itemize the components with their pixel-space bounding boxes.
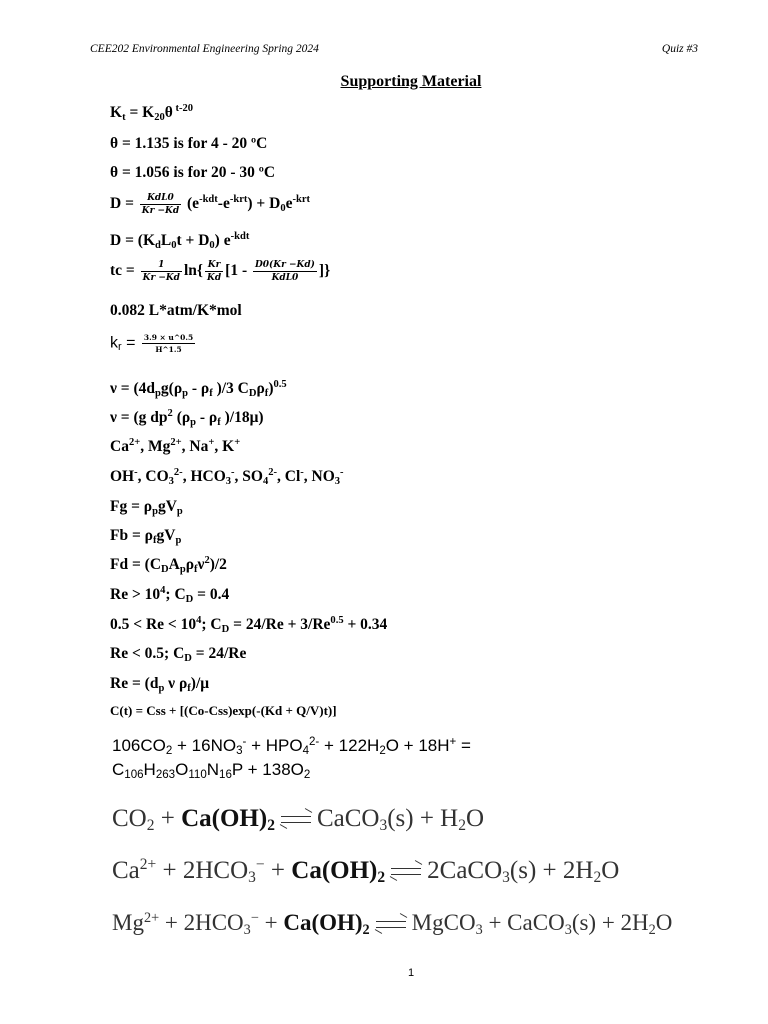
gas-constant: 0.082 L*atm/K*mol: [110, 302, 242, 319]
photosynthesis-line-2: $C_{106}H_{263}O_{110}N_{16}P + 138O_2$: [112, 760, 311, 781]
settling-velocity-stokes: ν = (g $dp^2$ ($\rho_p - \rho_f$ )/18μ): [110, 408, 264, 428]
equilibrium-arrow-icon: [389, 863, 423, 881]
fraction: $\frac{\text{KdL0}}{Kr -Kd}$: [141, 193, 180, 216]
cstr-concentration: C(t) = Css + [(Co-Css)exp(-(Kd + Q/V)t)]: [110, 703, 337, 718]
kt-equation: $K_t = K_{20}\theta$ $^{t-20}$: [110, 103, 194, 123]
softening-reaction-calcium: $Ca^{2+} + 2HCO_3^- + Ca(OH)_2$ 2CaCO$_3$(s) + $2H_2O$: [112, 856, 620, 886]
softening-reaction-co2: $CO_2 + Ca(OH)_2$ CaCO$_3$(s) + $H_2O$: [112, 805, 485, 834]
anions-list: OH-, $CO_3^{2-}$, $HCO_3^-$, $SO_4^{2-}$, Cl-, $NO_3^-$: [110, 467, 344, 487]
drag-coeff-laminar: Re < 0.5; $C_D = 24/Re$: [110, 645, 247, 664]
reynolds-number: $Re = (d_p$ ν $\rho_f)/\mu$: [110, 675, 210, 694]
reaeration-equation: $k_r$ = $\frac{3.9 \times u\^{}0.5}{H\^{}1.5}$: [110, 333, 194, 354]
page-number: 1: [407, 967, 415, 979]
page-title: Supporting Material: [340, 73, 482, 90]
equilibrium-arrow-icon: [279, 811, 313, 829]
buoyancy-force: $Fb = \rho_fgV_p$: [110, 527, 182, 546]
drag-coeff-transition: $0.5 < Re < 10^4$; $C_D = 24/Re + 3/Re^{0.5} + 0.34$: [110, 615, 388, 635]
softening-reaction-magnesium: $Mg^{2+} + 2HCO_3^- + Ca(OH)_2$ MgCO$_3$ + CaCO$_3$(s) + $2H_2O$: [112, 910, 673, 938]
photosynthesis-line-1: $106CO_2 + 16NO_3^- + HPO_4^{2-} + 122H_2O + 18H^+$ =: [112, 735, 471, 757]
critical-time-equation: tc = $\frac{1}{Kr -Kd}$ ln{ $\frac{Kr}{Kd}$ [1 - $\frac{D0(Kr -Kd)}{\text{KdL0}}$ ]}: [110, 260, 331, 283]
header-course: CEE202 Environmental Engineering Spring 2024: [90, 43, 319, 55]
drag-force: $Fd = (C_DA_p\rho_f\nu^2)/2$: [110, 555, 227, 575]
cations-list: $Ca^{2+}$, $Mg^{2+}$, Na+, K+: [110, 437, 241, 455]
settling-velocity-general: $\nu = (4d_pg(\rho_p - \rho_f$ )/3 $C_D\rho_f)^{0.5}$: [110, 379, 287, 399]
theta-range-1: θ = 1.135 is for 4 - 20 ºC: [110, 135, 268, 152]
theta-range-2: θ = 1.056 is for 20 - 30 ºC: [110, 164, 276, 181]
deficit-equation: D = $\frac{\text{KdL0}}{Kr -Kd}$ $(e^{-kdt}-e^{-krt}) + D_0e^{-krt}$: [110, 193, 311, 216]
equilibrium-arrow-icon: [374, 916, 408, 934]
gravity-force: $Fg = \rho_pgV_p$: [110, 498, 183, 517]
drag-coeff-turbulent: $Re > 10^4$; $C_D = 0.4$: [110, 585, 230, 605]
header-quiz: Quiz #3: [661, 43, 698, 55]
deficit-equal-rates: $D = (K_dL_0t + D_0)$ $e^{-kdt}$: [110, 231, 250, 251]
